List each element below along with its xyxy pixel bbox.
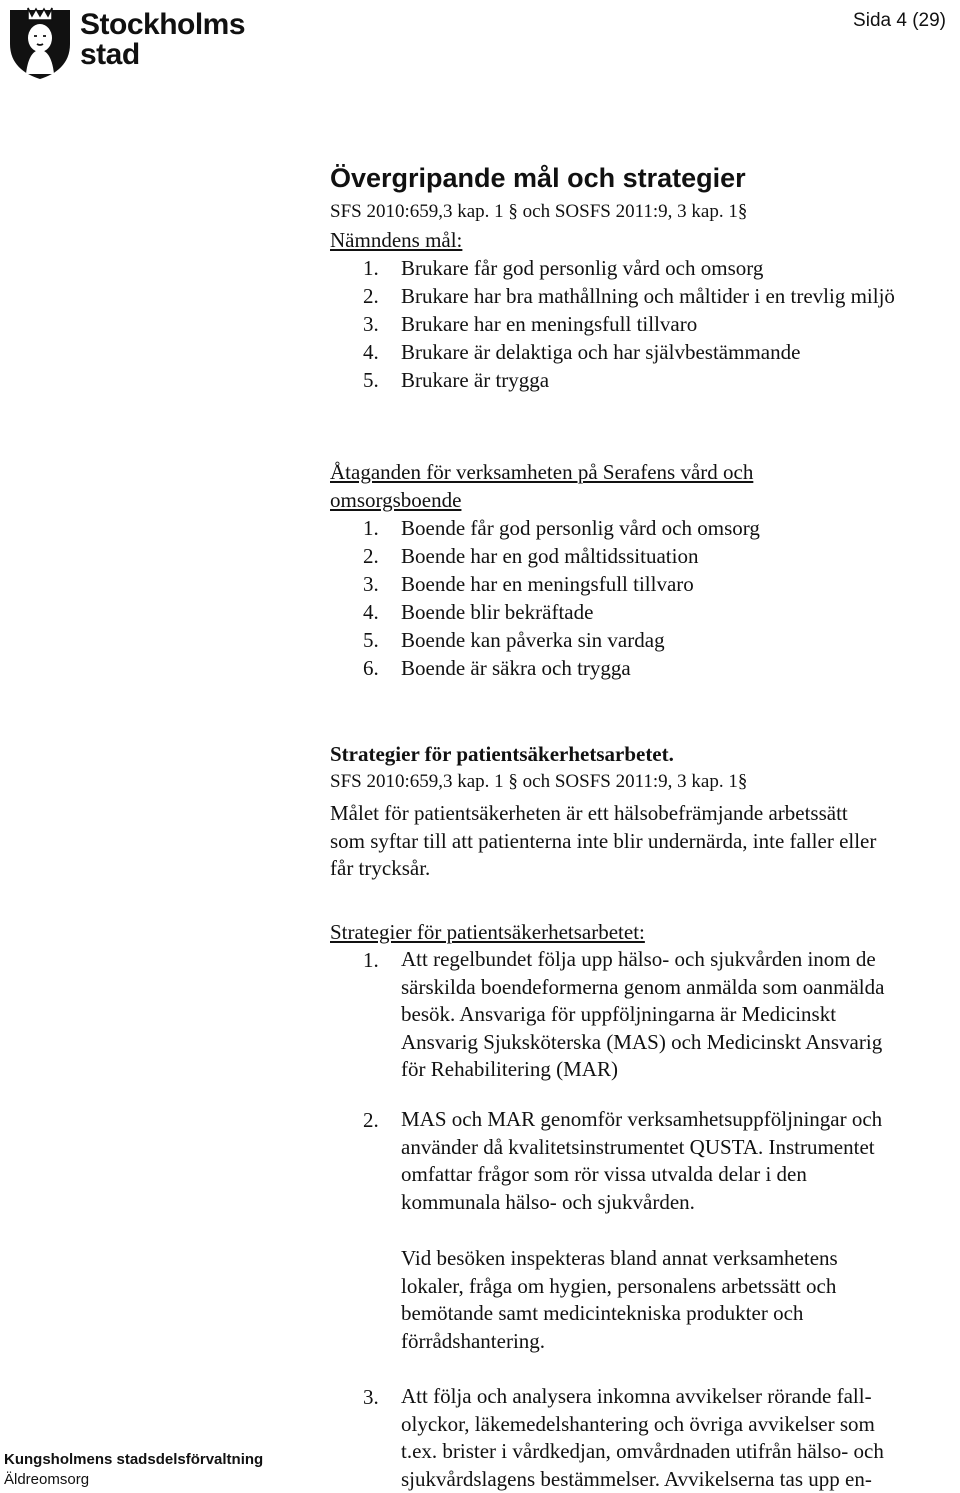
goal-text-line: som syftar till att patienterna inte blir undernärda, inte faller eller bbox=[330, 828, 877, 853]
section-overall-goals bbox=[330, 158, 955, 394]
logo-line-2: stad bbox=[80, 38, 140, 71]
section-title: Övergripande mål och strategier bbox=[330, 163, 746, 193]
strategies-list bbox=[330, 946, 955, 1084]
strategies-block bbox=[330, 918, 955, 1084]
list-item: 4. Boende blir bekräftade bbox=[363, 600, 594, 624]
law-reference: SFS 2010:659,3 kap. 1 § och SOSFS 2011:9, 3 kap. 1§ bbox=[330, 201, 748, 222]
patient-safety-heading: Strategier för patientsäkerhetsarbetet. bbox=[330, 742, 674, 766]
list-item: 3. Att följa och analysera inkomna avvikelser rörande fall- olyckor, läkemedelshantering och övriga avvikelser som t.ex. brister i vårdkedjan, omvårdnaden utifrån hälso- och sjukvårdslagens bestämmelser. Avvikelserna tas upp en- bbox=[363, 1384, 884, 1491]
list-item: 2. MAS och MAR genomför verksamhetsuppföljningar och använder då kvalitetsinstrumentet QUSTA. Instrumentet omfattar frågor som rör vissa utvalda delar i den kommunala hälso- och sjukvården. bbox=[363, 1107, 883, 1214]
goal-text-line: Målet för patientsäkerheten är ett hälsobefrämjande arbetssätt bbox=[330, 801, 848, 825]
logo-line-1: Stockholms bbox=[80, 8, 246, 41]
law-reference: SFS 2010:659,3 kap. 1 § och SOSFS 2011:9, 3 kap. 1§ bbox=[330, 771, 748, 792]
list-item: 2. Boende har en god måltidssituation bbox=[363, 544, 699, 568]
list-item: 3. Boende har en meningsfull tillvaro bbox=[363, 572, 694, 596]
strategies-label: Strategier för patientsäkerhetsarbetet: bbox=[330, 920, 645, 944]
list-item: 5. Boende kan påverka sin vardag bbox=[363, 628, 665, 652]
footer-dept: Äldreomsorg bbox=[4, 1471, 90, 1488]
strategy-2-block bbox=[330, 1106, 955, 1216]
commitments-heading-1: Åtaganden för verksamheten på Serafens vård och bbox=[330, 460, 754, 484]
list-item: 1. Boende får god personlig vård och omsorg bbox=[363, 516, 760, 540]
list-item: 6. Boende är säkra och trygga bbox=[363, 656, 631, 680]
list-item: 1. Att regelbundet följa upp hälso- och sjukvården inom de särskilda boendeformerna genom anmälda som oanmälda besök. Ansvariga för uppföljningarna är Medicinskt Ansvarig Sjuksköterska (MAS) och Medicinskt Ansvarig för Rehabilitering (MAR) bbox=[363, 947, 885, 1081]
list-item: 3. Brukare har en meningsfull tillvaro bbox=[363, 312, 698, 336]
strategy-3-block bbox=[330, 1383, 955, 1493]
section-patient-safety bbox=[330, 740, 955, 883]
page-footer bbox=[4, 1450, 263, 1490]
crest-icon bbox=[6, 4, 74, 80]
goals-list bbox=[330, 254, 955, 394]
goals-label: Nämndens mål: bbox=[330, 228, 463, 252]
list-item: 5. Brukare är trygga bbox=[363, 368, 550, 392]
stockholms-stad-logo bbox=[6, 4, 246, 82]
footer-org: Kungsholmens stadsdelsförvaltning bbox=[4, 1451, 264, 1468]
section-commitments bbox=[330, 458, 955, 682]
goal-text-line: får trycksår. bbox=[330, 856, 431, 880]
page-number: Sida 4 (29) bbox=[853, 10, 946, 31]
list-item: 1. Brukare får god personlig vård och omsorg bbox=[363, 256, 764, 280]
strategy-2-extra: Vid besöken inspekteras bland annat verksamhetens lokaler, fråga om hygien, personalens arbetssätt och bemötande samt medicintekniska produkter och förrådshantering. bbox=[401, 1246, 838, 1353]
list-item: 4. Brukare är delaktiga och har självbestämmande bbox=[363, 340, 801, 364]
commitments-list bbox=[330, 514, 955, 682]
page-header bbox=[0, 0, 960, 90]
commitments-heading-2: omsorgsboende bbox=[330, 488, 462, 512]
list-item: 2. Brukare har bra mathållning och måltider i en trevlig miljö bbox=[363, 284, 895, 308]
